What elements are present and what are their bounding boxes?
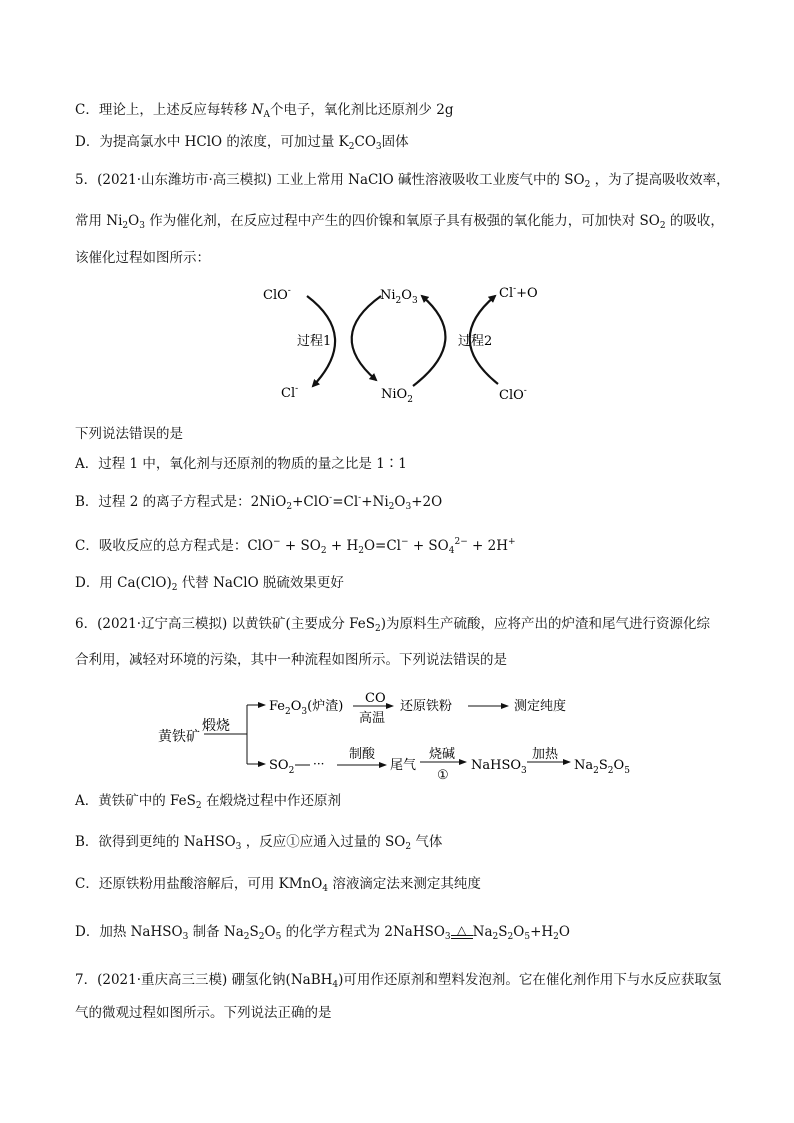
arc-process2-left xyxy=(413,296,445,386)
q4-option-d: D．为提高氯水中 HClO 的浓度，可加过量 $K_2CO_3$固体 xyxy=(75,134,409,152)
flow-diagram xyxy=(150,690,640,785)
flow-dots: ··· xyxy=(313,757,325,771)
q5-stem-line1: 5．(2021·山东潍坊市·高三模拟) 工业上常用 NaClO 碱性溶液吸收工业废气中的 $SO_2$ ，为了提高吸收效率， xyxy=(75,172,730,190)
q7-stem-line1: 7．(2021·重庆高三三模) 硼氢化钠(NaBH$_4$)可用作还原剂和塑料发泡剂。它在催化剂作用下与水反应获取氢 xyxy=(75,972,722,990)
q6-option-b: B．欲得到更纯的 NaHSO$_3$ ，反应①应通入过量的 $SO_2$ 气体 xyxy=(75,834,443,852)
q5-stem-line3: 该催化过程如图所示： xyxy=(75,250,210,266)
flow-calcine: 煅烧 xyxy=(202,718,230,734)
flow-reduced-iron: 还原铁粉 xyxy=(400,699,453,714)
flow-high-temp: 高温 xyxy=(359,711,386,726)
flow-caustic: 烧碱 xyxy=(429,747,456,762)
q5-prompt: 下列说法错误的是 xyxy=(75,426,183,442)
flow-measure-purity: 测定纯度 xyxy=(514,699,567,714)
label-cl-plus-o: Cl-+O xyxy=(499,284,538,301)
label-nio2: NiO$_2$ xyxy=(381,387,413,403)
q6-stem-line1: 6．(2021·辽宁高三模拟) 以黄铁矿(主要成分 FeS$_2$)为原料生产硫酸，应将产出的炉渣和尾气进行资源化综 xyxy=(75,616,711,634)
label-process1: 过程1 xyxy=(297,334,332,349)
q7-stem-line2: 气的微观过程如图所示。下列说法正确的是 xyxy=(75,1005,332,1021)
label-process2: 过程2 xyxy=(458,334,493,349)
q5-option-c: C．吸收反应的总方程式是：$ClO^- + SO_2 + H_2O=Cl^- + SO_4^{2-} + 2H^+$ xyxy=(75,537,516,556)
q6-option-a: A．黄铁矿中的 FeS$_2$ 在煅烧过程中作还原剂 xyxy=(75,793,341,811)
arc-process1-right xyxy=(352,296,381,380)
q5-stem-line2: 常用 $Ni_2O_3$ 作为催化剂，在反应过程中产生的四价镍和氧原子具有极强的氧化能力，可加快对 $SO_2$ 的吸收， xyxy=(75,213,724,231)
label-clo-top-left: ClO- xyxy=(263,286,291,303)
q4-option-c: C．理论上，上述反应每转移 $N_A$个电子，氧化剂比还原剂少 2g xyxy=(75,102,454,120)
q5-option-a: A．过程 1 中，氧化剂与还原剂的物质的量之比是 1∶1 xyxy=(75,456,407,472)
flow-tail-gas: 尾气 xyxy=(390,758,417,773)
label-clo-bottom-right: ClO- xyxy=(499,386,527,403)
flow-so2: $SO_2$ xyxy=(269,758,295,776)
flow-co: CO xyxy=(365,691,386,706)
q6-option-c: C．还原铁粉用盐酸溶解后，可用 KMnO$_4$ 溶液滴定法来测定其纯度 xyxy=(75,876,481,894)
flow-fe2o3: $Fe_2O_3$(炉渣) xyxy=(269,699,344,717)
label-ni2o3: $Ni_2O_3$ xyxy=(380,288,418,306)
flow-pyrite: 黄铁矿 xyxy=(158,729,200,745)
q6-option-d: D．加热 NaHSO$_3$ 制备 $Na_2S_2O_5$ 的化学方程式为 2NaHSO$_3$ △ $Na_2S_2O_5+H_2O$ xyxy=(75,923,570,942)
q5-option-b: B．过程 2 的离子方程式是：$2NiO_2+ClO^-=Cl^-+Ni_2O_3+2O$ xyxy=(75,493,443,512)
q6-stem-line2: 合利用，减轻对环境的污染，其中一种流程如图所示。下列说法错误的是 xyxy=(75,652,507,668)
flow-na2s2o5: $Na_2S_2O_5$ xyxy=(574,758,630,776)
label-cl-bottom-left: Cl- xyxy=(281,384,299,401)
flow-circled-one: ① xyxy=(437,768,449,783)
q5-option-d: D．用 $Ca(ClO)_2$ 代替 NaClO 脱硫效果更好 xyxy=(75,575,344,593)
flow-make-acid: 制酸 xyxy=(349,747,376,762)
flow-nahso3: NaHSO$_3$ xyxy=(471,758,527,776)
catalytic-cycle-diagram xyxy=(255,278,555,403)
flow-heat: 加热 xyxy=(532,747,559,762)
